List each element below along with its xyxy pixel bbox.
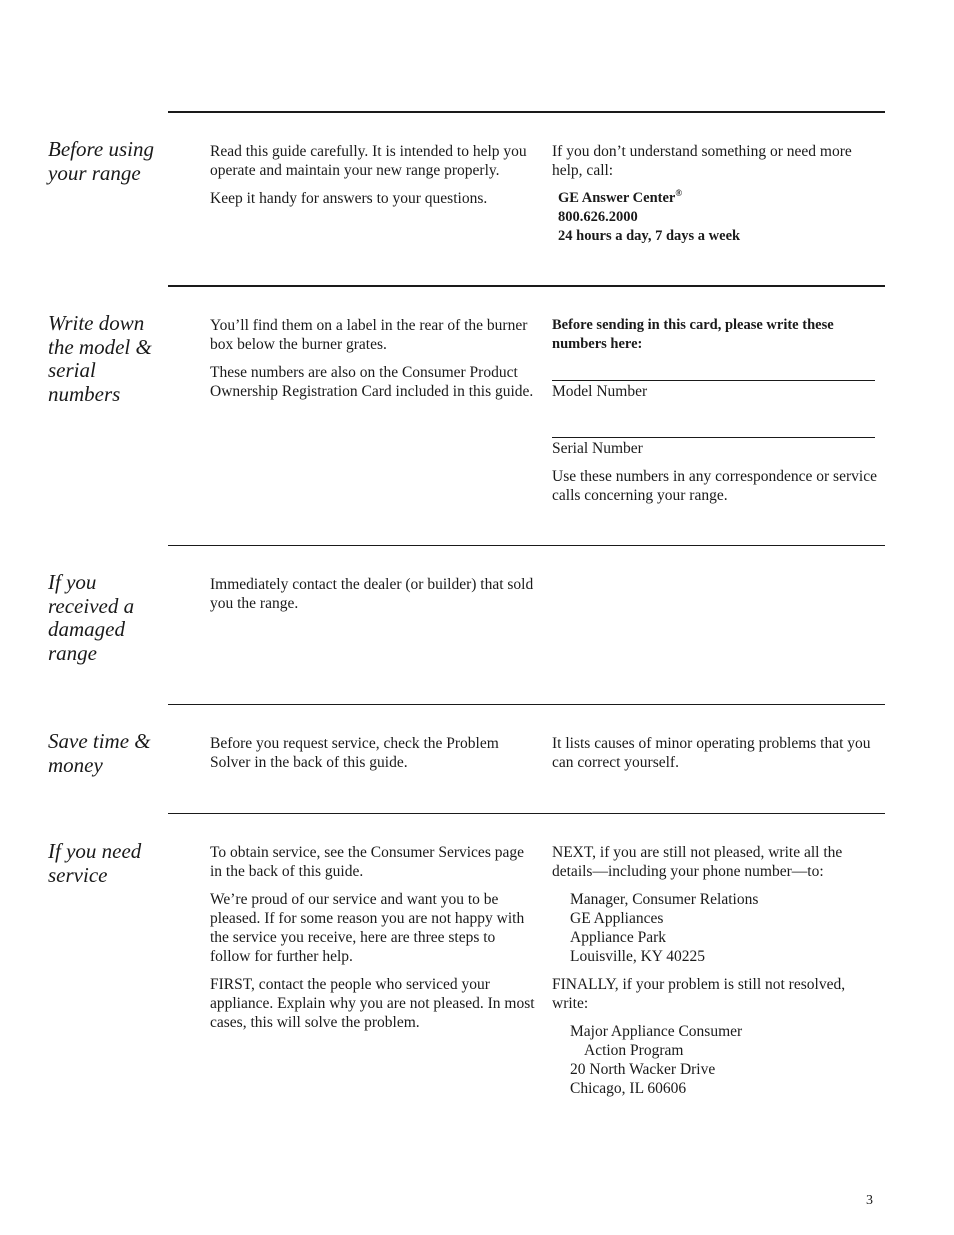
model-number-field[interactable]	[552, 380, 875, 401]
save-time-left-column	[210, 734, 535, 781]
paragraph: FINALLY, if your problem is still not resolved, write:	[552, 976, 846, 1012]
before-using-right-column	[552, 142, 877, 255]
address-line: Major Appliance Consumer	[570, 1023, 743, 1040]
paragraph: Before sending in this card, please write these numbers here:	[552, 317, 834, 352]
section-heading-service: If you need service	[48, 839, 142, 887]
address-line: Louisville, KY 40225	[570, 948, 706, 965]
paragraph: Use these numbers in any correspondence or service calls concerning your range.	[552, 468, 877, 504]
paragraph: If you don’t understand something or need more help, call:	[552, 143, 852, 179]
paragraph: NEXT, if you are still not pleased, write all the details—including your phone number—to:	[552, 844, 843, 880]
serial-number-field[interactable]	[552, 437, 875, 458]
contact-block	[558, 189, 877, 246]
contact-phone: 800.626.2000	[558, 209, 638, 225]
section-heading-write-down: Write down the model & serial numbers	[48, 311, 152, 406]
paragraph: Before you request service, check the Problem Solver in the back of this guide.	[210, 735, 499, 771]
paragraph: Keep it handy for answers to your questions.	[210, 190, 488, 207]
address-line: GE Appliances	[570, 910, 664, 927]
address-consumer-action-program	[570, 1022, 877, 1098]
paragraph: Read this guide carefully. It is intended to help you operate and maintain your new range properly.	[210, 143, 527, 179]
paragraph: We’re proud of our service and want you to be pleased. If for some reason you are not happy with the service you receive, here are three steps to follow for further help.	[210, 891, 525, 965]
paragraph: To obtain service, see the Consumer Services page in the back of this guide.	[210, 844, 524, 880]
save-time-right-column	[552, 734, 877, 781]
model-number-label: Model Number	[552, 383, 648, 400]
paragraph: It lists causes of minor operating problems that you can correct yourself.	[552, 735, 871, 771]
page-number: 3	[866, 1193, 873, 1208]
contact-hours: 24 hours a day, 7 days a week	[558, 228, 741, 244]
address-line: Action Program	[584, 1042, 684, 1059]
section-divider	[168, 704, 885, 705]
paragraph: FIRST, contact the people who serviced your appliance. Explain why you are not pleased. In most cases, this will solve the problem.	[210, 976, 535, 1031]
damaged-left-column	[210, 575, 535, 622]
service-left-column	[210, 843, 535, 1041]
service-right-column	[552, 843, 877, 1107]
write-down-right-column	[552, 316, 877, 514]
address-consumer-relations	[570, 890, 877, 966]
write-down-left-column	[210, 316, 535, 410]
paragraph: You’ll find them on a label in the rear of the burner box below the burner grates.	[210, 317, 528, 353]
registered-mark: ®	[675, 188, 683, 199]
address-line: Manager, Consumer Relations	[570, 891, 759, 908]
section-divider	[168, 545, 885, 546]
section-heading-save-time: Save time & money	[48, 729, 151, 777]
paragraph: These numbers are also on the Consumer Product Ownership Registration Card included in this guide.	[210, 364, 534, 400]
paragraph: Immediately contact the dealer (or builder) that sold you the range.	[210, 576, 534, 612]
section-divider	[168, 813, 885, 814]
section-heading-before-using: Before using your range	[48, 137, 154, 185]
section-heading-damaged: If you received a damaged range	[48, 570, 135, 665]
address-line: Chicago, IL 60606	[570, 1080, 687, 1097]
serial-number-label: Serial Number	[552, 440, 643, 457]
before-using-left-column	[210, 142, 535, 217]
address-line: Appliance Park	[570, 929, 666, 946]
contact-name: GE Answer Center	[558, 190, 676, 206]
section-divider	[168, 285, 885, 287]
section-divider	[168, 111, 885, 113]
address-line: 20 North Wacker Drive	[570, 1061, 716, 1078]
